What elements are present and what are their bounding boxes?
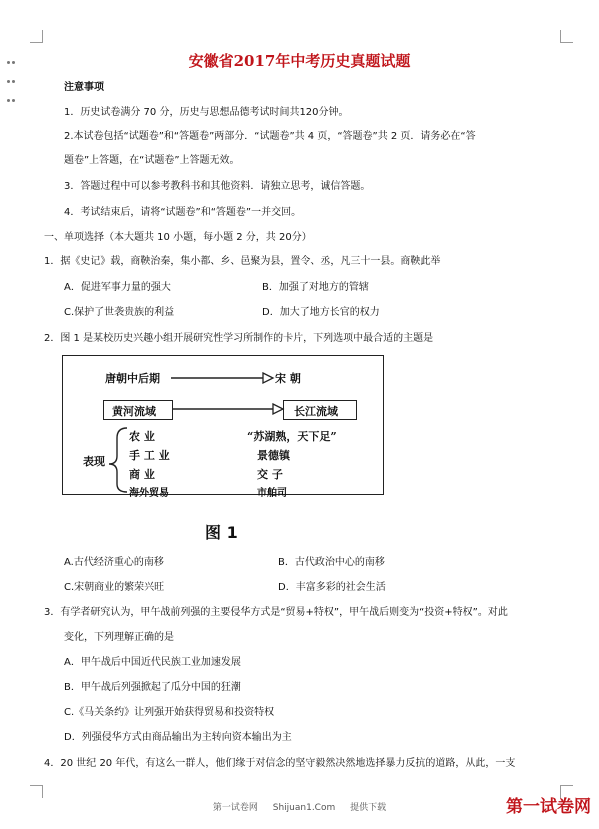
notice-item: 1．历史试卷满分 70 分，历史与思想品德考试时间共120分钟。 [64,107,349,118]
footer-site-name: 第一试卷网 [212,803,258,813]
figure-left-item: 手 工 业 [129,449,170,462]
site-logo: 第一试卷网 [506,797,591,817]
notice-heading: 注意事项 [64,82,104,93]
crop-mark-bottom-left [30,785,43,798]
crop-mark-top-left [30,30,43,43]
figure-label: 表现 [83,455,105,468]
footer-note: 提供下载 [350,803,387,813]
question-2-stem: 2．图 1 是某校历史兴趣小组开展研究性学习所制作的卡片，下列选项中最合适的主题是 [44,333,434,344]
question-1-stem: 1．据《史记》载，商鞅治秦，集小都、乡、邑聚为县，置令、丞，凡三十一县。商鞅此举 [44,256,441,267]
footer-site-url[interactable]: Shijuan1.Com [272,803,336,813]
figure-period-left: 唐朝中后期 [105,372,160,385]
figure-arrows [63,356,383,494]
question-4-stem: 4．20 世纪 20 年代，有这么一群人，他们缘于对信念的坚守毅然决然地选择暴力反抗的道路，从此，一支 [44,758,516,769]
question-3-option-c: C.《马关条约》让列强开始获得贸易和投资特权 [64,707,275,718]
notice-item: 题卷”上答题，在“试题卷”上答题无效。 [64,155,240,166]
question-2-option-b: B．古代政治中心的南移 [278,557,385,568]
question-3-option-d: D．列强侵华方式由商品输出为主转向资本输出为主 [64,732,292,743]
question-3-option-a: A．甲午战后中国近代民族工业加速发展 [64,657,241,668]
figure-left-item: 海外贸易 [129,488,169,499]
figure-region-left: 黄河流域 [112,405,156,418]
notice-item: 3．答题过程中可以参考教科书和其他资料．请独立思考，诚信答题。 [64,181,371,192]
figure-right-item: 景德镇 [257,449,290,462]
figure-period-right: 宋 朝 [275,372,301,385]
question-3-option-b: B．甲午战后列强掀起了瓜分中国的狂潮 [64,682,241,693]
figure-left-item: 商 业 [129,468,155,481]
notice-item: 4．考试结束后，请将“试题卷”和“答题卷”一并交回。 [64,207,302,218]
section-heading: 一、单项选择（本大题共 10 小题，每小题 2 分，共 20分） [44,232,312,243]
question-2-option-a: A.古代经济重心的南移 [64,557,164,568]
question-1-option-c: C.保护了世袭贵族的利益 [64,307,175,318]
figure-region-box-left [103,400,173,420]
figure-right-item: “苏湖熟，天下足” [247,430,337,443]
question-1-option-a: A．促进军事力量的强大 [64,282,171,293]
figure-left-item: 农 业 [129,430,155,443]
figure-caption: 图 1 [205,523,238,542]
question-2-option-c: C.宋朝商业的繁荣兴旺 [64,582,165,593]
figure-region-right: 长江流域 [294,405,338,418]
question-1-option-d: D．加大了地方长官的权力 [262,307,380,318]
question-3-stem-continued: 变化，下列理解正确的是 [64,632,174,643]
question-2-option-d: D．丰富多彩的社会生活 [278,582,386,593]
crop-mark-top-right [560,30,573,43]
figure-right-item: 交 子 [257,468,283,481]
question-1-option-b: B．加强了对地方的管辖 [262,282,369,293]
figure-1-card [62,355,384,499]
figure-right-item: 市舶司 [257,488,287,499]
page-title: 安徽省2017年中考历史真题试题 [188,52,411,70]
notice-item: 2.本试卷包括“试题卷”和“答题卷”两部分．“试题卷”共 4 页，“答题卷”共 2 页．请务必在“答 [64,131,476,142]
question-3-stem: 3．有学者研究认为，甲午战前列强的主要侵华方式是“贸易+特权”，甲午战后则变为“投资+特权”。对此 [44,607,508,618]
figure-region-box-right [283,400,357,420]
